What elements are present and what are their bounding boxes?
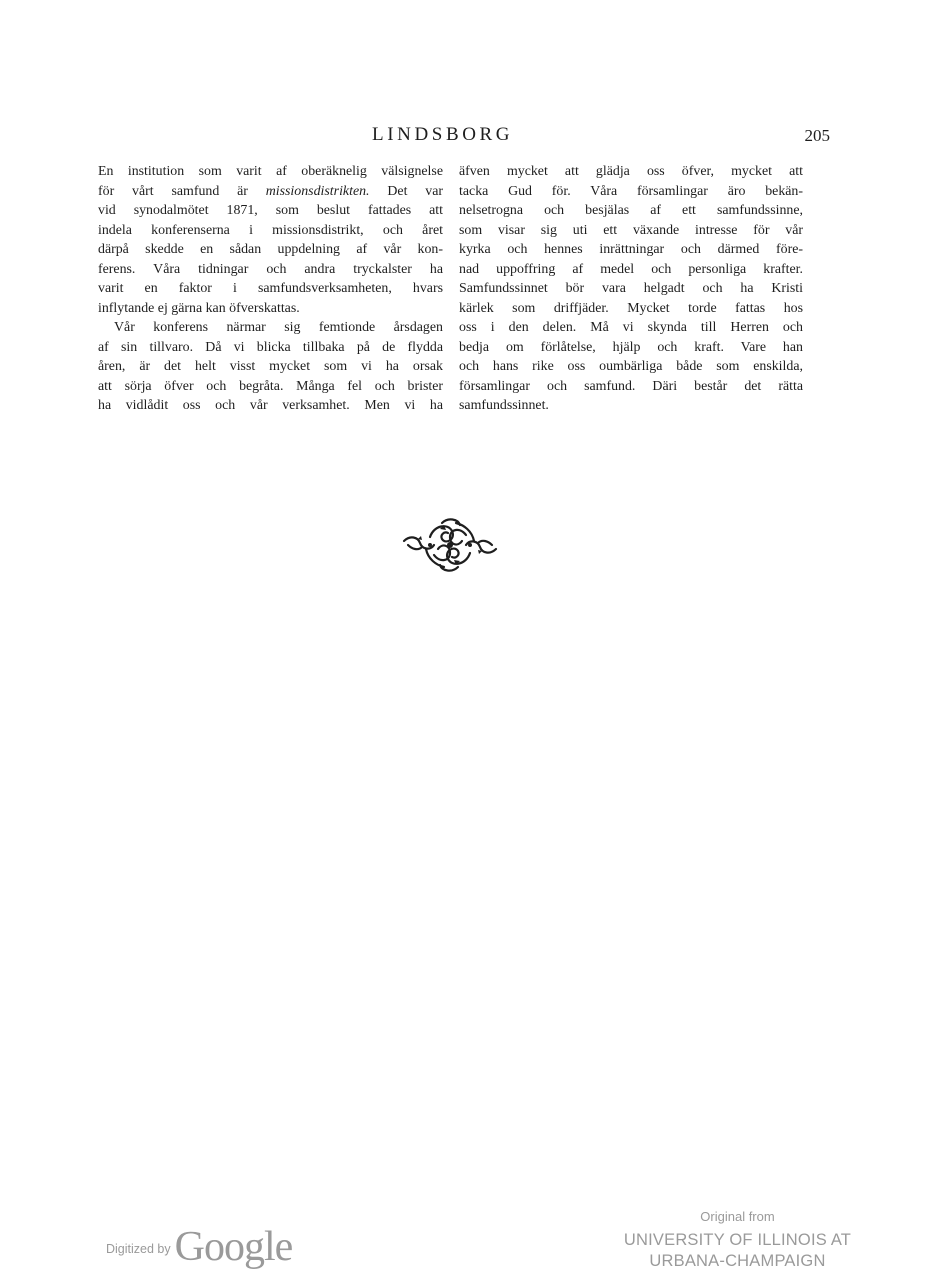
text-line: åren, är det helt visst mycket som vi ha orsak <box>98 359 443 374</box>
text-line: och hans rike oss oumbärliga både som enskilda, <box>459 359 803 374</box>
text-line: vid synodalmötet 1871, som beslut fattades att <box>98 203 443 218</box>
text-line: därpå skedde en sådan uppdelning af vår kon- <box>98 242 443 257</box>
institution-line-1: UNIVERSITY OF ILLINOIS AT <box>623 1231 852 1249</box>
text-line: ferens. Våra tidningar och andra tryckalster ha <box>98 261 443 277</box>
paragraph-samfundssinne <box>459 162 803 416</box>
text-line: En institution som varit af oberäknelig välsignelse <box>98 164 443 179</box>
text-line: tacka Gud för. Våra församlingar äro bekän- <box>459 183 803 199</box>
google-logo: Google <box>174 1224 293 1270</box>
text-line: Samfundssinnet bör vara helgadt och ha Kristi <box>459 281 803 296</box>
right-column <box>459 162 803 416</box>
digitized-by-label: Digitized by <box>106 1242 171 1256</box>
digitized-by-google <box>106 1222 292 1272</box>
text-line: Vår konferens närmar sig femtionde årsdagen <box>114 320 443 335</box>
text-line: som visar sig uti ett växande intresse för vår <box>459 222 803 238</box>
emphasis-missionsdistrikten: missionsdistrikten. <box>265 183 370 199</box>
running-title: LINDSBORG <box>372 124 514 145</box>
original-from-label: Original from <box>700 1209 775 1224</box>
page-number: 205 <box>804 126 830 145</box>
original-from-block <box>600 1208 875 1272</box>
text-line: äfven mycket att glädja oss öfver, mycket att <box>459 164 803 179</box>
text-line: kärlek som driffjäder. Mycket torde fattas hos <box>459 300 803 316</box>
text-line: oss i den delen. Må vi skynda till Herren och <box>459 320 803 335</box>
text-line: kyrka och hennes inrättningar och därmed före- <box>459 242 803 257</box>
text-line: af sin tillvaro. Då vi blicka tillbaka på de flydda <box>98 339 443 355</box>
text-line: att sörja öfver och begråta. Många fel och brister <box>98 378 443 394</box>
text-line: samfundssinnet. <box>459 398 549 413</box>
text-line: varit en faktor i samfundsverksamheten, hvars <box>98 281 443 296</box>
text-line: församlingar och samfund. Däri består det rätta <box>459 378 803 394</box>
text-line: för vårt samfund är missionsdistrikten. Det var <box>98 183 443 199</box>
text-line: indela konferenserna i missionsdistrikt, och året <box>98 222 443 238</box>
side-watermark <box>0 530 14 1260</box>
ornament-tailpiece-icon <box>400 515 500 575</box>
text-line: nelsetrogna och besjälas af ett samfundssinne, <box>459 203 803 218</box>
text-line: inflytande ej gärna kan öfverskattas. <box>98 300 300 316</box>
text-line: ha vidlådit oss och vår verksamhet. Men vi ha <box>98 398 443 413</box>
left-column <box>98 162 443 416</box>
paragraph-missionsdistrikten <box>98 162 443 318</box>
running-head <box>0 124 941 150</box>
text-line: nad uppoffring af medel och personliga krafter. <box>459 261 803 277</box>
text-line: bedja om förlåtelse, hjälp och kraft. Vare han <box>459 339 803 355</box>
paragraph-konferens <box>98 318 443 416</box>
institution-line-2: URBANA-CHAMPAIGN <box>649 1252 826 1270</box>
